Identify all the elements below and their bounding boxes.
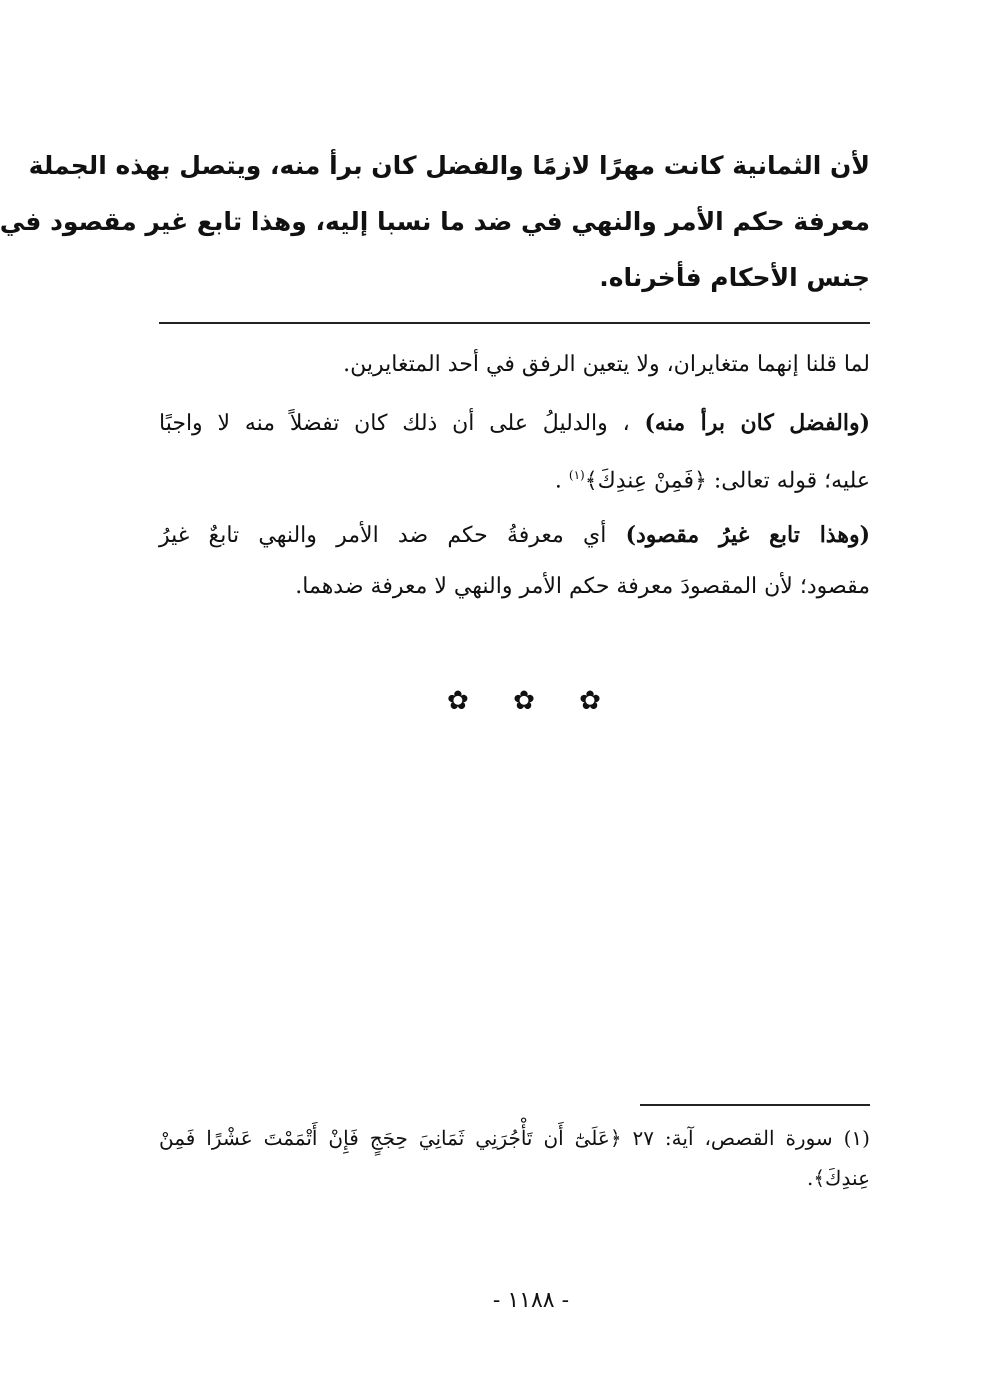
matn-separator-rule — [159, 322, 870, 324]
sharh-quote-lead: (والفضل كان برأ منه) — [644, 410, 870, 436]
sharh-quote-lead: (وهذا تابع غيرُ مقصود) — [625, 522, 870, 548]
sharh-text: ، والدليلُ على أن ذلك كان تفضلاً منه لا واجبًا — [159, 411, 630, 436]
sharh-paragraph-2-line-1 — [159, 404, 870, 443]
flower-ornament-icon: ✿ — [513, 686, 549, 716]
matn-line-1: لأن الثمانية كانت مهرًا لازمًا والفضل كان برأ منه، ويتصل بهذه الجملة — [28, 151, 870, 180]
sharh-paragraph-3-line-1 — [159, 516, 870, 555]
footnote-reference: (١) — [568, 468, 585, 482]
footnote-line-1: (١) سورة القصص، آية: ٢٧ ﴿عَلَىٰٓ أَن تَأْجُرَنِي ثَمَانِيَ حِجَجٍ فَإِنْ أَتْمَمْتَ عَشْرًا فَمِنْ — [159, 1126, 870, 1150]
sharh-paragraph-3-line-2: مقصود؛ لأن المقصودَ معرفة حكم الأمر والنهي لا معرفة ضدهما. — [295, 574, 870, 599]
sharh-text: عليه؛ قوله تعالى: ﴿فَمِنْ عِندِكَ﴾ — [584, 468, 870, 494]
sharh-paragraph-2-line-2 — [159, 456, 870, 500]
matn-line-3: جنس الأحكام فأخرناه. — [599, 263, 870, 292]
sharh-text: أي معرفةُ حكم ضد الأمر والنهي تابعٌ غيرُ — [159, 523, 607, 548]
sharh-text-end: . — [554, 468, 562, 494]
flower-ornament-icon: ✿ — [579, 686, 615, 716]
page-number: - ١١٨٨ - — [492, 1288, 570, 1313]
footnote-separator-rule — [640, 1104, 870, 1106]
section-ornaments — [64, 686, 998, 716]
matn-line-2: معرفة حكم الأمر والنهي في ضد ما نسبا إليه، وهذا تابع غير مقصود في — [0, 207, 870, 236]
flower-ornament-icon: ✿ — [447, 686, 483, 716]
sharh-paragraph-1: لما قلنا إنهما متغايران، ولا يتعين الرفق في أحد المتغايرين. — [343, 352, 870, 377]
footnote-line-2: عِندِكَ﴾. — [806, 1166, 870, 1190]
